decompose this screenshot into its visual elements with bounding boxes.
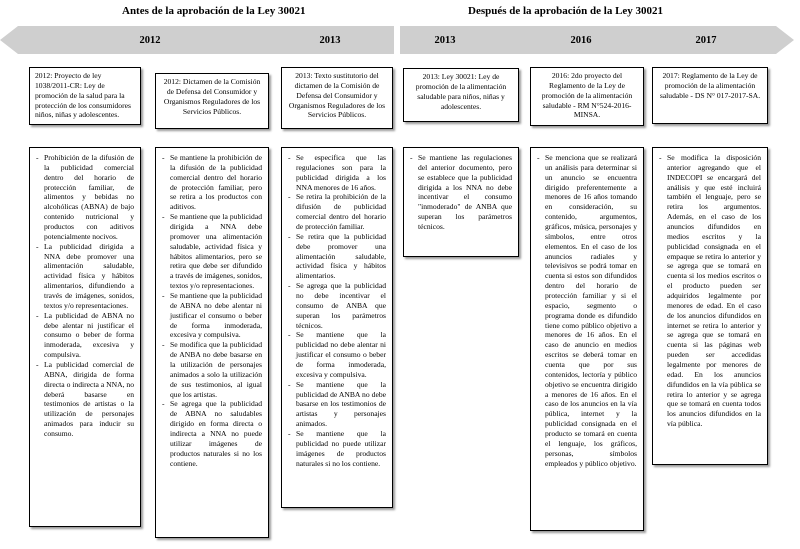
items-box-2012-dictamen [155,147,269,538]
list-item: - Prohibición de la difusión de la publicidad comercial dentro del horario de protección familiar, de alimentos y bebidas no alcohólicas (ABNA) de bajo contenido nutricional y productos con aditivos potencialmente nocivos. [36,153,134,242]
title-box-2012-dictamen: 2012: Dictamen de la Comisión de Defensa del Consumidor y Organismos Reguladores de los Servicios Públicos. [155,73,269,129]
year-label-2013-before: 2013 [319,35,341,46]
list-item: - Se mantiene las regulaciones del anterior documento, pero se establece que la publicidad dirigida a los NNA no debe incentivar el consumo "inmoderado" de ANBA que superan los parámetros técnicos. [410,153,512,232]
list-item: - Se mantiene que la publicidad no puede utilizar imágenes de productos naturales si no los contiene. [288,429,386,468]
year-label-2017: 2017 [695,35,717,46]
list-item: - Se mantiene que la publicidad no debe alentar ni justificar el consumo o beber de forma inmoderada, excesiva y compulsiva. [288,330,386,379]
year-label-2012: 2012 [139,35,161,46]
list-item: - Se menciona que se realizará un análisis para determinar si un anuncio se encuentra dirigido preferentemente a menores de 16 años tomando en consideración, su contenido, argumentos, gráficos, música, personajes y símbolos, entre otros elementos. En el caso de los anuncios radiales y televisivos se podrá tomar en cuenta si estos son difundidos dentro del horario de protección familiar y si el espacio, segmento o programa donde es difundido tiene como público objetivo a menores de 16 años. En el caso de anuncio en medios escritos se deberá tomar en cuenta que por sus contenidos, lectoría y público objetivo se encuentra dirigido a menores de 16 años. En el caso de los anuncios en la vía pública, internet y la publicidad consignada en el producto se tomará en cuenta el lenguaje, los gráficos, personas, símbolos empleados y público objetivo. [537,153,637,469]
list-item: - La publicidad comercial de ABNA, dirigida de forma directa o indirecta a NNA, no deberá basarse en testimonios de artistas o la utilización de personajes animados para inducir su consumo. [36,360,134,439]
title-box-2012-bill: 2012: Proyecto de ley 1038/2011-CR: Ley de promoción de la salud para la protección de los consumidores niños, niñas y adolescentes. [29,67,141,125]
list-item: - Se mantiene que la publicidad de ANBA no debe basarse en los testimonios de artistas y personajes animados. [288,380,386,429]
list-item: - La publicidad de ABNA no debe alentar ni justificar el consumo o beber de forma inmoderada, excesiva y compulsiva. [36,311,134,360]
list-item: - Se modifica la disposición anterior agregando que el INDECOPI se encargará del análisis y que esté incluirá también el lenguaje, pero se retira los argumentos. Además, en el caso de los anuncios difundidos en medios escritos y la publicidad consignada en el empaque se retira lo anterior y se agrega que se tomará en cuenta si los medios escritos o el producto pueden ser adquiridos legalmente por menores de edad. En el caso de los anuncios difundidos en internet se retira lo anterior y se agrega que se tomará en cuenta si las páginas web pueden ser accedidas legalmente por menores de edad. En los anuncios difundidos en la vía pública se retira lo anterior y se agrega que se tomará en cuenta todos los anuncios difundidos en la vía pública. [659,153,761,429]
items-box-2012-bill [29,147,141,527]
title-box-2013-ley-30021: 2013: Ley 30021: Ley de promoción de la alimentación saludable para niños, niñas y adolescentes. [403,68,519,122]
list-item: - Se agrega que la publicidad no debe incentivar el consumo de ANBA que superan los parámetros técnicos. [288,281,386,330]
list-item: - La publicidad dirigida a NNA debe promover una alimentación saludable, actividad física y hábitos alimentarios, difundiendo a través de imágenes, sonidos, textos y/o representaciones. [36,242,134,311]
list-item: - Se especifica que las regulaciones son para la publicidad dirigida a los NNA menores de 16 años. [288,153,386,192]
items-box-2016-reglamento [530,147,644,531]
title-box-2016-reglamento: 2016: 2do proyecto del Reglamento de la Ley de promoción de la alimentación saludable - RM N°524-2016-MINSA. [530,67,644,126]
items-box-2017-reglamento [652,147,768,465]
list-item: - Se mantiene que la publicidad de ABNA no debe alentar ni justificar el consumo o beber de forma inmoderada, excesiva y compulsiva. [162,291,262,340]
title-box-2013-sustitutorio: 2013: Texto sustitutorio del dictamen de la Comisión de Defensa del Consumidor y Organismos Reguladores de los Servicios Públicos. [281,67,393,129]
items-box-2013-sustitutorio [281,147,393,508]
list-item: - Se modifica que la publicidad de ANBA no debe basarse en la utilización de personajes animados a solo la utilización de sus testimonios, al igual que los artistas. [162,340,262,399]
year-label-2016: 2016 [570,35,592,46]
list-item: - Se retira la prohibición de la difusión de publicidad comercial dentro del horario de protección familiar. [288,192,386,231]
header-after-law: Después de la aprobación de la Ley 30021 [468,5,664,17]
items-box-2013-ley-30021 [403,147,519,257]
list-item: - Se mantiene que la publicidad dirigida a NNA debe promover una alimentación saludable, actividad física y hábitos alimentarios, pero se retira que debe ser difundido a través de imágenes, sonidos, textos y/o representaciones. [162,212,262,291]
year-label-2013-after: 2013 [434,35,456,46]
title-box-2017-reglamento: 2017: Reglamento de la Ley de promoción de la alimentación saludable - DS N° 017-2017-SA. [652,67,768,124]
header-before-law: Antes de la aprobación de la Ley 30021 [122,5,306,17]
list-item: - Se mantiene la prohibición de la difusión de la publicidad comercial dentro del horario de protección familiar, pero se retira a los productos con aditivos. [162,153,262,212]
list-item: - Se agrega que la publicidad de ABNA no saludables dirigido en forma directa o indirecta a NNA no puede utilizar imágenes de productos naturales si no los contiene. [162,399,262,468]
list-item: - Se retira que la publicidad debe promover una alimentación saludable, actividad física y hábitos alimentarios. [288,232,386,281]
